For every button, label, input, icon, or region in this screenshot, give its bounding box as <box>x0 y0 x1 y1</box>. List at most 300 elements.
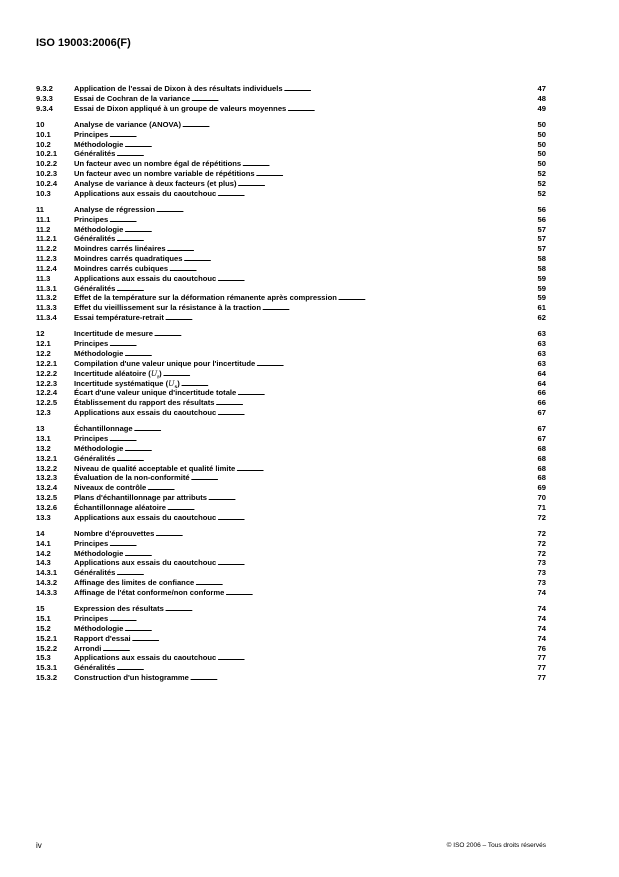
toc-entry-number: 11.2.3 <box>36 254 57 264</box>
toc-entry-title: Principes <box>74 434 109 444</box>
toc-entry[interactable] <box>36 539 546 549</box>
toc-entry[interactable] <box>36 149 546 159</box>
toc-entry-title: Niveaux de contrôle <box>74 483 147 493</box>
toc-entry-title: Analyse de variance à deux facteurs (et plus) <box>74 178 237 188</box>
toc-entry[interactable] <box>36 264 546 274</box>
toc-entry[interactable] <box>36 349 546 359</box>
dot-leader <box>167 244 531 254</box>
toc-entry-page: 74 <box>537 604 546 614</box>
dot-leader <box>154 329 531 339</box>
toc-entry-page: 66 <box>537 398 546 408</box>
toc-entry-page: 58 <box>537 263 546 273</box>
toc-entry-number: 12 <box>36 329 45 339</box>
toc-entry-page: 68 <box>537 473 546 483</box>
toc-entry-page: 52 <box>537 169 546 179</box>
toc-entry-page: 59 <box>537 283 546 293</box>
toc-section-group <box>36 529 546 598</box>
toc-entry-title: Essai de Dixon appliqué à un groupe de valeurs moyennes <box>74 103 287 113</box>
toc-entry[interactable] <box>36 159 546 169</box>
toc-entry-number: 12.2.2 <box>36 368 58 378</box>
toc-entry[interactable] <box>36 120 546 130</box>
toc-entry-title: Analyse de régression <box>74 204 156 214</box>
dot-leader <box>217 558 531 568</box>
dot-leader <box>116 284 531 294</box>
toc-entry-title: Généralités <box>74 663 116 673</box>
toc-entry[interactable] <box>36 624 546 634</box>
toc-entry-page: 74 <box>537 613 546 623</box>
toc-entry[interactable] <box>36 329 546 339</box>
toc-entry-page: 52 <box>537 178 546 188</box>
toc-entry-number: 12.2.4 <box>36 388 58 398</box>
toc-entry-page: 63 <box>537 339 546 349</box>
toc-entry-page: 73 <box>537 558 546 568</box>
toc-entry-page: 50 <box>537 139 546 149</box>
toc-entry[interactable] <box>36 588 546 598</box>
toc-entry-title: Principes <box>74 214 109 224</box>
toc-entry-page: 50 <box>537 149 546 159</box>
dot-leader <box>238 179 532 189</box>
toc-entry[interactable] <box>36 313 546 323</box>
toc-entry-title: Établissement du rapport des résultats <box>74 398 215 408</box>
toc-entry-number: 11.3.3 <box>36 303 57 313</box>
dot-leader <box>147 483 531 493</box>
toc-entry[interactable] <box>36 663 546 673</box>
toc-entry-number: 13 <box>36 424 45 434</box>
toc-entry-number: 10.2.1 <box>36 149 58 159</box>
dot-leader <box>191 94 531 104</box>
dot-leader <box>190 673 531 683</box>
toc-section-group <box>36 84 546 114</box>
copyright-notice: © ISO 2006 – Tous droits réservés <box>446 842 546 849</box>
dot-leader <box>163 369 531 379</box>
toc-entry-title: Analyse de variance (ANOVA) <box>74 119 182 129</box>
toc-entry-number: 14.1 <box>36 538 51 548</box>
toc-entry-title: Échantillonnage aléatoire <box>74 502 166 512</box>
dot-leader <box>132 634 531 644</box>
toc-entry-number: 11 <box>36 204 45 214</box>
toc-entry-number: 12.2.5 <box>36 398 58 408</box>
toc-entry[interactable] <box>36 293 546 303</box>
toc-entry-page: 77 <box>537 653 546 663</box>
toc-entry-page: 72 <box>537 512 546 522</box>
toc-entry[interactable] <box>36 284 546 294</box>
toc-entry-title: Incertitude systématique $(U_s)$ <box>74 378 180 389</box>
toc-entry-page: 74 <box>537 623 546 633</box>
toc-entry-title: Généralités <box>74 453 116 463</box>
toc-entry-page: 72 <box>537 528 546 538</box>
toc-entry-page: 57 <box>537 224 546 234</box>
toc-entry-number: 12.2 <box>36 348 51 358</box>
toc-entry-number: 15.3 <box>36 653 51 663</box>
toc-entry-page: 72 <box>537 538 546 548</box>
toc-entry-page: 77 <box>537 673 546 683</box>
toc-entry-page: 68 <box>537 463 546 473</box>
toc-entry[interactable] <box>36 434 546 444</box>
toc-entry[interactable] <box>36 140 546 150</box>
toc-entry-page: 57 <box>537 244 546 254</box>
toc-entry-title: Applications aux essais du caoutchouc <box>74 512 217 522</box>
dot-leader <box>165 604 531 614</box>
dot-leader <box>109 130 531 140</box>
dot-leader <box>124 624 531 634</box>
toc-entry-title: Compilation d'une valeur unique pour l'incertitude <box>74 358 256 368</box>
toc-entry-title: Construction d'un histogramme <box>74 673 189 683</box>
toc-entry-title: Expression des résultats <box>74 604 164 614</box>
toc-entry-number: 10.2.2 <box>36 159 58 169</box>
toc-entry-title: Méthodologie <box>74 348 124 358</box>
toc-entry-number: 9.3.4 <box>36 103 53 113</box>
toc-entry-title: Incertitude de mesure <box>74 329 153 339</box>
toc-entry-number: 15.2.1 <box>36 633 58 643</box>
dot-leader <box>217 513 531 523</box>
dot-leader <box>124 349 531 359</box>
toc-entry-title: Affinage des limites de confiance <box>74 578 195 588</box>
dot-leader <box>167 503 531 513</box>
toc-entry-number: 10 <box>36 119 45 129</box>
toc-entry[interactable] <box>36 644 546 654</box>
toc-entry-title: Effet de la température sur la déformation rémanente après compression <box>74 293 337 303</box>
toc-entry[interactable] <box>36 408 546 418</box>
toc-entry-number: 13.2.4 <box>36 483 58 493</box>
toc-entry-page: 66 <box>537 388 546 398</box>
toc-entry-number: 12.1 <box>36 339 51 349</box>
toc-entry-page: 59 <box>537 273 546 283</box>
toc-entry-number: 11.2.4 <box>36 263 57 273</box>
toc-entry[interactable] <box>36 513 546 523</box>
toc-entry-title: Principes <box>74 613 109 623</box>
toc-entry-number: 13.3 <box>36 512 51 522</box>
toc-entry-number: 11.1 <box>36 214 51 224</box>
toc-entry-title: Écart d'une valeur unique d'incertitude totale <box>74 388 237 398</box>
toc-entry-number: 11.2 <box>36 224 51 234</box>
toc-entry[interactable] <box>36 303 546 313</box>
toc-entry-number: 13.2.1 <box>36 453 58 463</box>
toc-entry-title: Essai température-retrait <box>74 313 164 323</box>
toc-entry-page: 49 <box>537 103 546 113</box>
toc-entry-page: 63 <box>537 329 546 339</box>
toc-entry[interactable] <box>36 215 546 225</box>
toc-entry[interactable] <box>36 274 546 284</box>
toc-entry-page: 71 <box>537 502 546 512</box>
dot-leader <box>195 578 531 588</box>
dot-leader <box>191 473 531 483</box>
toc-entry[interactable] <box>36 339 546 349</box>
toc-entry-number: 12.2.1 <box>36 358 58 368</box>
toc-entry-title: Généralités <box>74 283 116 293</box>
toc-entry-number: 10.3 <box>36 188 51 198</box>
dot-leader <box>208 493 531 503</box>
toc-entry-title: Généralités <box>74 149 116 159</box>
dot-leader <box>225 588 531 598</box>
dot-leader <box>124 444 531 454</box>
toc-entry-number: 9.3.3 <box>36 93 53 103</box>
toc-entry[interactable] <box>36 568 546 578</box>
dot-leader <box>109 434 531 444</box>
toc-entry-title: Méthodologie <box>74 623 124 633</box>
toc-entry-title: Méthodologie <box>74 443 124 453</box>
toc-entry-number: 14.2 <box>36 548 51 558</box>
toc-entry[interactable] <box>36 614 546 624</box>
toc-entry-number: 12.3 <box>36 408 51 418</box>
toc-entry-number: 15.2 <box>36 623 51 633</box>
toc-entry-title: Applications aux essais du caoutchouc <box>74 188 217 198</box>
toc-entry-page: 56 <box>537 214 546 224</box>
toc-entry[interactable] <box>36 653 546 663</box>
toc-entry-number: 14 <box>36 528 45 538</box>
dot-leader <box>262 303 531 313</box>
dot-leader <box>109 215 531 225</box>
toc-entry-page: 67 <box>537 424 546 434</box>
toc-entry-page: 64 <box>537 378 546 388</box>
toc-entry-page: 63 <box>537 358 546 368</box>
dot-leader <box>217 653 531 663</box>
toc-entry-title: Arrondi <box>74 643 102 653</box>
toc-entry-page: 58 <box>537 254 546 264</box>
toc-entry-page: 72 <box>537 548 546 558</box>
toc-entry[interactable] <box>36 473 546 483</box>
dot-leader <box>109 614 531 624</box>
toc-entry-page: 48 <box>537 93 546 103</box>
toc-entry-number: 14.3.2 <box>36 578 58 588</box>
toc-entry-title: Échantillonnage <box>74 424 133 434</box>
toc-entry-title: Incertitude aléatoire $(U_r)$ <box>74 368 162 379</box>
toc-entry-number: 14.3 <box>36 558 51 568</box>
toc-entry-title: Principes <box>74 538 109 548</box>
dot-leader <box>156 205 531 215</box>
toc-entry-title: Généralités <box>74 234 116 244</box>
toc-entry[interactable] <box>36 549 546 559</box>
dot-leader <box>116 149 531 159</box>
toc-entry-number: 13.1 <box>36 434 51 444</box>
toc-entry-title: Essai de Cochran de la variance <box>74 93 191 103</box>
toc-entry-page: 50 <box>537 159 546 169</box>
dot-leader <box>256 169 531 179</box>
toc-entry[interactable] <box>36 104 546 114</box>
dot-leader <box>116 234 531 244</box>
toc-entry-page: 61 <box>537 303 546 313</box>
toc-entry-page: 76 <box>537 643 546 653</box>
toc-entry-title: Principes <box>74 129 109 139</box>
toc-entry[interactable] <box>36 254 546 264</box>
toc-entry[interactable] <box>36 179 546 189</box>
toc-entry-number: 11.3.1 <box>36 283 57 293</box>
toc-entry-title: Un facteur avec un nombre variable de répétitions <box>74 169 255 179</box>
toc-entry-page: 59 <box>537 293 546 303</box>
dot-leader <box>182 120 531 130</box>
toc-entry-page: 50 <box>537 129 546 139</box>
toc-entry-title: Moindres carrés linéaires <box>74 244 166 254</box>
toc-entry-title: Moindres carrés quadratiques <box>74 254 183 264</box>
toc-entry[interactable] <box>36 493 546 503</box>
toc-entry-page: 73 <box>537 578 546 588</box>
dot-leader <box>116 568 531 578</box>
toc-section-group <box>36 120 546 199</box>
dot-leader <box>217 274 531 284</box>
toc-section-group <box>36 205 546 323</box>
toc-entry[interactable] <box>36 234 546 244</box>
toc-entry-page: 63 <box>537 348 546 358</box>
toc-entry[interactable] <box>36 169 546 179</box>
toc-entry[interactable] <box>36 225 546 235</box>
dot-leader <box>256 359 531 369</box>
toc-entry-title: Nombre d'éprouvettes <box>74 528 155 538</box>
toc-entry[interactable] <box>36 454 546 464</box>
toc-entry[interactable] <box>36 503 546 513</box>
toc-entry[interactable] <box>36 379 546 389</box>
toc-entry-number: 11.2.1 <box>36 234 57 244</box>
table-of-contents <box>36 84 546 689</box>
toc-entry-title: Niveau de qualité acceptable et qualité limite <box>74 463 236 473</box>
dot-leader <box>181 379 531 389</box>
toc-entry-page: 47 <box>537 84 546 93</box>
document-id: ISO 19003:2006(F) <box>36 37 131 49</box>
toc-entry[interactable] <box>36 359 546 369</box>
math-symbol: U <box>150 368 158 378</box>
toc-entry-page: 74 <box>537 587 546 597</box>
dot-leader <box>217 189 531 199</box>
dot-leader <box>124 140 531 150</box>
toc-entry-page: 64 <box>537 368 546 378</box>
toc-entry[interactable] <box>36 424 546 434</box>
toc-entry-title: Moindres carrés cubiques <box>74 263 169 273</box>
toc-entry-title: Rapport d'essai <box>74 633 131 643</box>
toc-entry-number: 14.3.3 <box>36 587 58 597</box>
toc-entry-number: 10.1 <box>36 129 51 139</box>
toc-entry[interactable] <box>36 398 546 408</box>
toc-entry[interactable] <box>36 189 546 199</box>
toc-entry-number: 14.3.1 <box>36 568 58 578</box>
toc-entry-number: 15.2.2 <box>36 643 58 653</box>
toc-entry-number: 15.3.2 <box>36 673 58 683</box>
toc-entry[interactable] <box>36 130 546 140</box>
toc-entry-page: 77 <box>537 663 546 673</box>
dot-leader <box>217 408 531 418</box>
dot-leader <box>169 264 531 274</box>
toc-entry[interactable] <box>36 673 546 683</box>
toc-entry-title: Affinage de l'état conforme/non conforme <box>74 587 225 597</box>
math-subscript: r <box>157 374 160 379</box>
toc-entry[interactable] <box>36 369 546 379</box>
toc-entry-page: 69 <box>537 483 546 493</box>
toc-entry[interactable] <box>36 94 546 104</box>
toc-entry-title: Application de l'essai de Dixon à des résultats individuels <box>74 84 283 93</box>
toc-entry-title: Applications aux essais du caoutchouc <box>74 558 217 568</box>
toc-entry-page: 67 <box>537 434 546 444</box>
toc-entry[interactable] <box>36 388 546 398</box>
dot-leader <box>116 663 531 673</box>
toc-entry-number: 13.2.5 <box>36 493 58 503</box>
toc-entry-number: 10.2 <box>36 139 51 149</box>
toc-entry-title: Effet du vieillissement sur la résistance à la traction <box>74 303 261 313</box>
math-symbol: U <box>168 378 175 388</box>
toc-entry[interactable] <box>36 558 546 568</box>
dot-leader <box>284 84 531 94</box>
toc-entry-number: 13.2.3 <box>36 473 58 483</box>
toc-entry-title: Principes <box>74 339 109 349</box>
dot-leader <box>109 539 531 549</box>
dot-leader <box>116 454 531 464</box>
math-subscript: s <box>174 384 178 389</box>
dot-leader <box>165 313 531 323</box>
toc-entry-number: 15.3.1 <box>36 663 58 673</box>
dot-leader <box>109 339 531 349</box>
toc-entry-number: 11.3 <box>36 273 51 283</box>
dot-leader <box>237 388 531 398</box>
toc-entry-title: Méthodologie <box>74 139 124 149</box>
toc-entry-page: 52 <box>537 188 546 198</box>
toc-entry[interactable] <box>36 84 546 94</box>
dot-leader <box>216 398 531 408</box>
toc-entry-number: 11.3.2 <box>36 293 57 303</box>
toc-entry-page: 68 <box>537 453 546 463</box>
dot-leader <box>183 254 531 264</box>
toc-section-group <box>36 424 546 522</box>
dot-leader <box>287 104 531 114</box>
toc-entry[interactable] <box>36 483 546 493</box>
toc-entry-title: Généralités <box>74 568 116 578</box>
dot-leader <box>124 225 531 235</box>
toc-entry-title: Évaluation de la non-conformité <box>74 473 190 483</box>
toc-entry[interactable] <box>36 604 546 614</box>
toc-entry[interactable] <box>36 529 546 539</box>
toc-entry-title: Méthodologie <box>74 548 124 558</box>
toc-entry-page: 57 <box>537 234 546 244</box>
toc-entry[interactable] <box>36 205 546 215</box>
toc-entry-title: Applications aux essais du caoutchouc <box>74 273 217 283</box>
toc-entry-number: 10.2.3 <box>36 169 58 179</box>
toc-entry-page: 62 <box>537 313 546 323</box>
toc-entry[interactable] <box>36 444 546 454</box>
toc-entry-page: 56 <box>537 204 546 214</box>
dot-leader <box>134 424 531 434</box>
dot-leader <box>124 549 531 559</box>
toc-entry[interactable] <box>36 464 546 474</box>
toc-entry-number: 11.3.4 <box>36 313 57 323</box>
toc-entry-page: 70 <box>537 493 546 503</box>
toc-entry[interactable] <box>36 578 546 588</box>
toc-entry-page: 68 <box>537 443 546 453</box>
toc-entry-page: 50 <box>537 119 546 129</box>
toc-entry[interactable] <box>36 634 546 644</box>
toc-entry-page: 74 <box>537 633 546 643</box>
toc-entry-number: 13.2.6 <box>36 502 58 512</box>
toc-entry-number: 13.2 <box>36 443 51 453</box>
dot-leader <box>102 644 531 654</box>
toc-entry-title: Un facteur avec un nombre égal de répétitions <box>74 159 242 169</box>
toc-entry-number: 13.2.2 <box>36 463 58 473</box>
toc-entry-title: Applications aux essais du caoutchouc <box>74 408 217 418</box>
dot-leader <box>242 159 531 169</box>
toc-entry-page: 73 <box>537 568 546 578</box>
dot-leader <box>236 464 531 474</box>
toc-entry-title: Méthodologie <box>74 224 124 234</box>
toc-entry-number: 12.2.3 <box>36 378 58 388</box>
dot-leader <box>155 529 531 539</box>
toc-entry-title: Plans d'échantillonnage par attributs <box>74 493 208 503</box>
toc-entry-number: 15 <box>36 604 45 614</box>
toc-entry-number: 9.3.2 <box>36 84 53 93</box>
page-number: iv <box>36 841 42 850</box>
toc-entry-number: 11.2.2 <box>36 244 57 254</box>
toc-entry-number: 10.2.4 <box>36 178 58 188</box>
toc-entry[interactable] <box>36 244 546 254</box>
toc-entry-page: 67 <box>537 408 546 418</box>
toc-entry-number: 15.1 <box>36 613 51 623</box>
toc-entry-title: Applications aux essais du caoutchouc <box>74 653 217 663</box>
toc-section-group <box>36 604 546 683</box>
dot-leader <box>338 293 531 303</box>
toc-section-group <box>36 329 546 418</box>
